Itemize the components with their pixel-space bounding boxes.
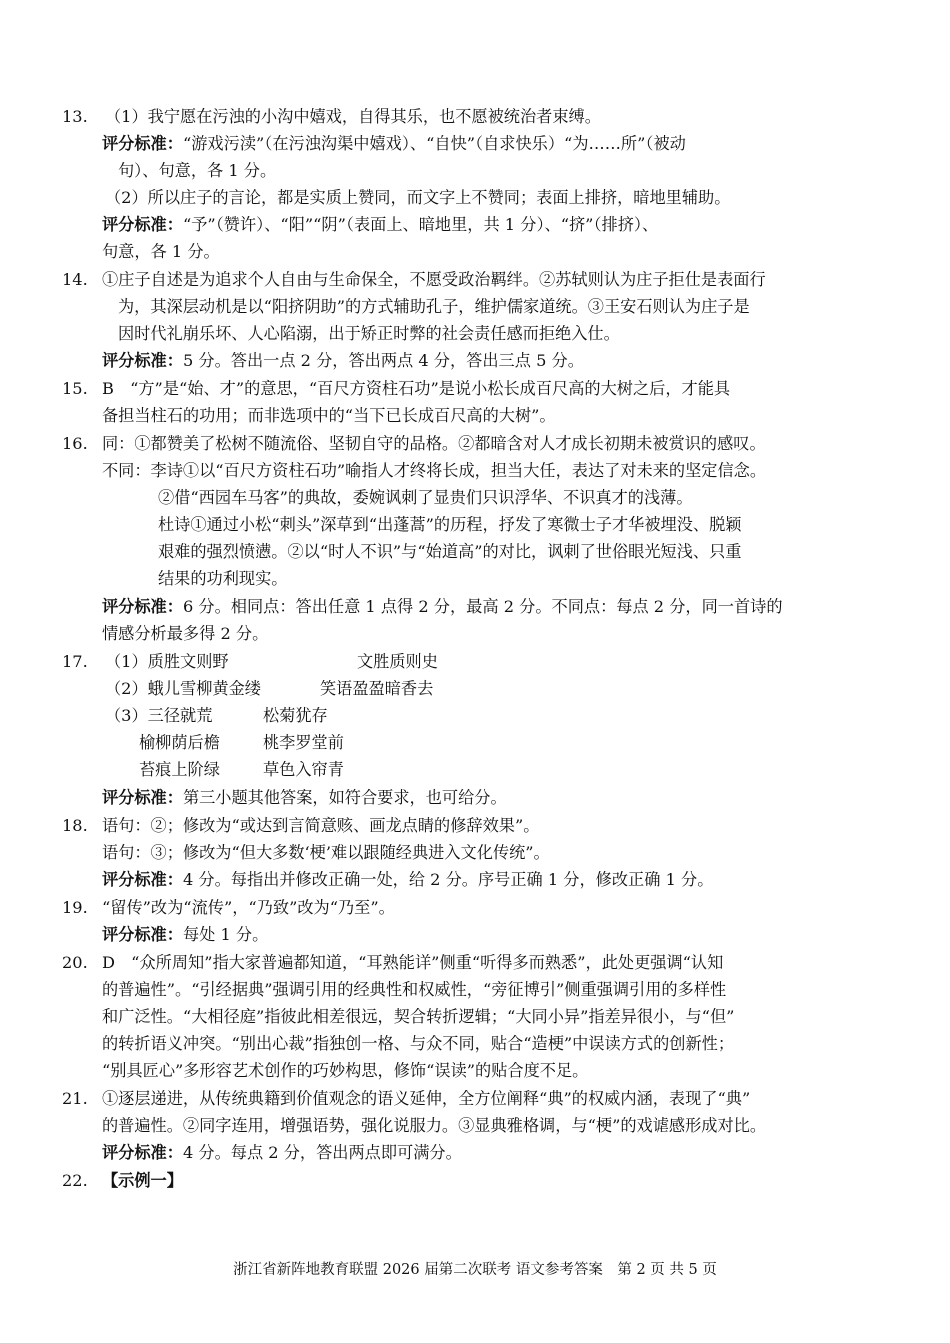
q17-part2-line1: （2）蛾儿雪柳黄金缕	[105, 679, 261, 698]
q20-answer-2: 的普遍性”。“引经据典”强调引用的经典性和权威性，“旁征博引”侧重强调引用的多样性	[102, 980, 727, 999]
question-number-22: 22.	[62, 1171, 88, 1190]
criteria-text: “予”（赞许）、“阳”“阴”（表面上、暗地里，共 1 分）、“挤”（排挤）、	[182, 215, 659, 234]
q14-answer-3: 因时代礼崩乐坏、人心陷溺，出于矫正时弊的社会责任感而拒绝入仕。	[118, 324, 620, 343]
question-number-21: 21.	[62, 1089, 88, 1108]
criteria-label: 评分标准：	[102, 870, 183, 889]
q20-answer-5: “别具匠心”多形容艺术创作的巧妙构思，修饰“误读”的贴合度不足。	[102, 1061, 589, 1080]
criteria-label: 评分标准：	[102, 1143, 183, 1162]
criteria-text: 4 分。每指出并修改正确一处，给 2 分。序号正确 1 分，修改正确 1 分。	[182, 870, 714, 889]
criteria-label: 评分标准：	[102, 134, 183, 153]
q20-answer-1: D “众所周知”指大家普遍都知道，“耳熟能详”侧重“听得多而熟悉”，此处更强调“认知	[102, 953, 724, 972]
q13-answer-2: （2）所以庄子的言论，都是实质上赞同，而文字上不赞同；表面上排挤，暗地里辅助。	[105, 188, 731, 207]
q17-part3-line6: 草色入帘青	[263, 760, 344, 779]
q18-criteria	[102, 866, 713, 893]
q17-part3-line4: 桃李罗堂前	[263, 733, 344, 752]
q21-criteria	[102, 1139, 462, 1166]
q14-answer-2: 为，其深层动机是以“阳挤阴助”的方式辅助孔子，维护儒家道统。③王安石则认为庄子是	[118, 297, 750, 316]
question-number-20: 20.	[62, 953, 88, 972]
q17-part1-line1: （1）质胜文则野	[105, 652, 229, 671]
q15-answer-2: 备担当柱石的功用；而非选项中的“当下已长成百尺高的大树”。	[102, 406, 556, 425]
question-number-17: 17.	[62, 652, 88, 671]
q20-answer-3: 和广泛性。“大相径庭”指彼此相差很远，契合转折逻辑；“大同小异”指差异很小，与“但”	[102, 1007, 735, 1026]
q16-difference-du-2: 艰难的强烈愤懑。②以“时人不识”与“始道高”的对比，讽刺了世俗眼光短浅、只重	[158, 542, 742, 561]
q17-criteria	[102, 784, 507, 811]
criteria-text: “游戏污渎”（在污浊沟渠中嬉戏）、“自快”（自求快乐）“为……所”（被动	[182, 134, 686, 153]
q17-part1-line2: 文胜质则史	[357, 652, 438, 671]
question-number-15: 15.	[62, 379, 88, 398]
q21-answer-1: ①逐层递进，从传统典籍到价值观念的语义延伸，全方位阐释“典”的权威内涵，表现了“典”	[102, 1089, 751, 1108]
q16-similarity: 同：①都赞美了松树不随流俗、坚韧自守的品格。②都暗含对人才成长初期未被赏识的感叹。	[102, 434, 766, 453]
q17-part3-line2: 松菊犹存	[263, 706, 328, 725]
question-number-13: 13.	[62, 107, 88, 126]
q13-answer-1: （1）我宁愿在污浊的小沟中嬉戏，自得其乐，也不愿被统治者束缚。	[105, 107, 601, 126]
criteria-label: 评分标准：	[102, 215, 183, 234]
q21-answer-2: 的普遍性。②同字连用，增强语势，强化说服力。③显典雅格调，与“梗”的戏谑感形成对比。	[102, 1116, 767, 1135]
criteria-text: 4 分。每点 2 分，答出两点即可满分。	[182, 1143, 462, 1162]
q17-part3-line3: 榆柳荫后檐	[139, 733, 220, 752]
q13-criteria-2	[102, 211, 658, 238]
question-number-14: 14.	[62, 270, 88, 289]
question-number-18: 18.	[62, 816, 88, 835]
q16-difference-du-1: 杜诗①通过小松“刺头”深草到“出蓬蒿”的历程，抒发了寒微士子才华被埋没、脱颖	[158, 515, 742, 534]
q16-difference-li-2: ②借“西园车马客”的典故，委婉讽刺了显贵们只识浮华、不识真才的浅薄。	[158, 488, 693, 507]
q19-answer: “留传”改为“流传”，“乃致”改为“乃至”。	[102, 898, 395, 917]
question-number-19: 19.	[62, 898, 88, 917]
criteria-text: 每处 1 分。	[182, 925, 269, 944]
q14-criteria	[102, 347, 584, 374]
criteria-label: 评分标准：	[102, 597, 183, 616]
q16-difference-du-3: 结果的功利现实。	[158, 569, 288, 588]
q17-part3-line1: （3）三径就荒	[105, 706, 213, 725]
criteria-text: 5 分。答出一点 2 分，答出两点 4 分，答出三点 5 分。	[182, 351, 584, 370]
page-footer: 浙江省新阵地教育联盟 2026 届第二次联考 语文参考答案 第 2 页 共 5 页	[233, 1262, 717, 1278]
criteria-label: 评分标准：	[102, 788, 183, 807]
q14-answer-1: ①庄子自述是为追求个人自由与生命保全，不愿受政治羁绊。②苏轼则认为庄子拒仕是表面行	[102, 270, 766, 289]
q19-criteria	[102, 921, 268, 948]
q17-part2-line2: 笑语盈盈暗香去	[320, 679, 434, 698]
q15-answer-1: B “方”是“始、才”的意思，“百尺方资柱石功”是说小松长成百尺高的大树之后，才能具	[102, 379, 731, 398]
q18-answer-1: 语句：②；修改为“或达到言简意赅、画龙点睛的修辞效果”。	[102, 816, 540, 835]
criteria-text: 6 分。相同点：答出任意 1 点得 2 分，最高 2 分。不同点：每点 2 分，同一首诗的	[182, 597, 783, 616]
q16-difference-li: 不同：李诗①以“百尺方资柱石功”喻指人才终将长成，担当大任，表达了对未来的坚定信念。	[102, 461, 767, 480]
q16-criteria-cont: 情感分析最多得 2 分。	[102, 624, 269, 643]
criteria-label: 评分标准：	[102, 925, 183, 944]
q13-criteria-2-cont: 句意，各 1 分。	[102, 242, 220, 261]
q13-criteria-1	[102, 130, 686, 157]
q13-criteria-1-cont: 句）、句意，各 1 分。	[118, 161, 277, 180]
q22-example-heading: 【示例一】	[102, 1171, 183, 1190]
q16-criteria	[102, 593, 783, 620]
criteria-label: 评分标准：	[102, 351, 183, 370]
q20-answer-4: 的转折语义冲突。“别出心裁”指独创一格、与众不同，贴合“造梗”中误读方式的创新性；	[102, 1034, 735, 1053]
criteria-text: 第三小题其他答案，如符合要求，也可给分。	[182, 788, 507, 807]
q17-part3-line5: 苔痕上阶绿	[139, 760, 220, 779]
q18-answer-2: 语句：③；修改为“但大多数‘梗’难以跟随经典进入文化传统”。	[102, 843, 550, 862]
question-number-16: 16.	[62, 434, 88, 453]
